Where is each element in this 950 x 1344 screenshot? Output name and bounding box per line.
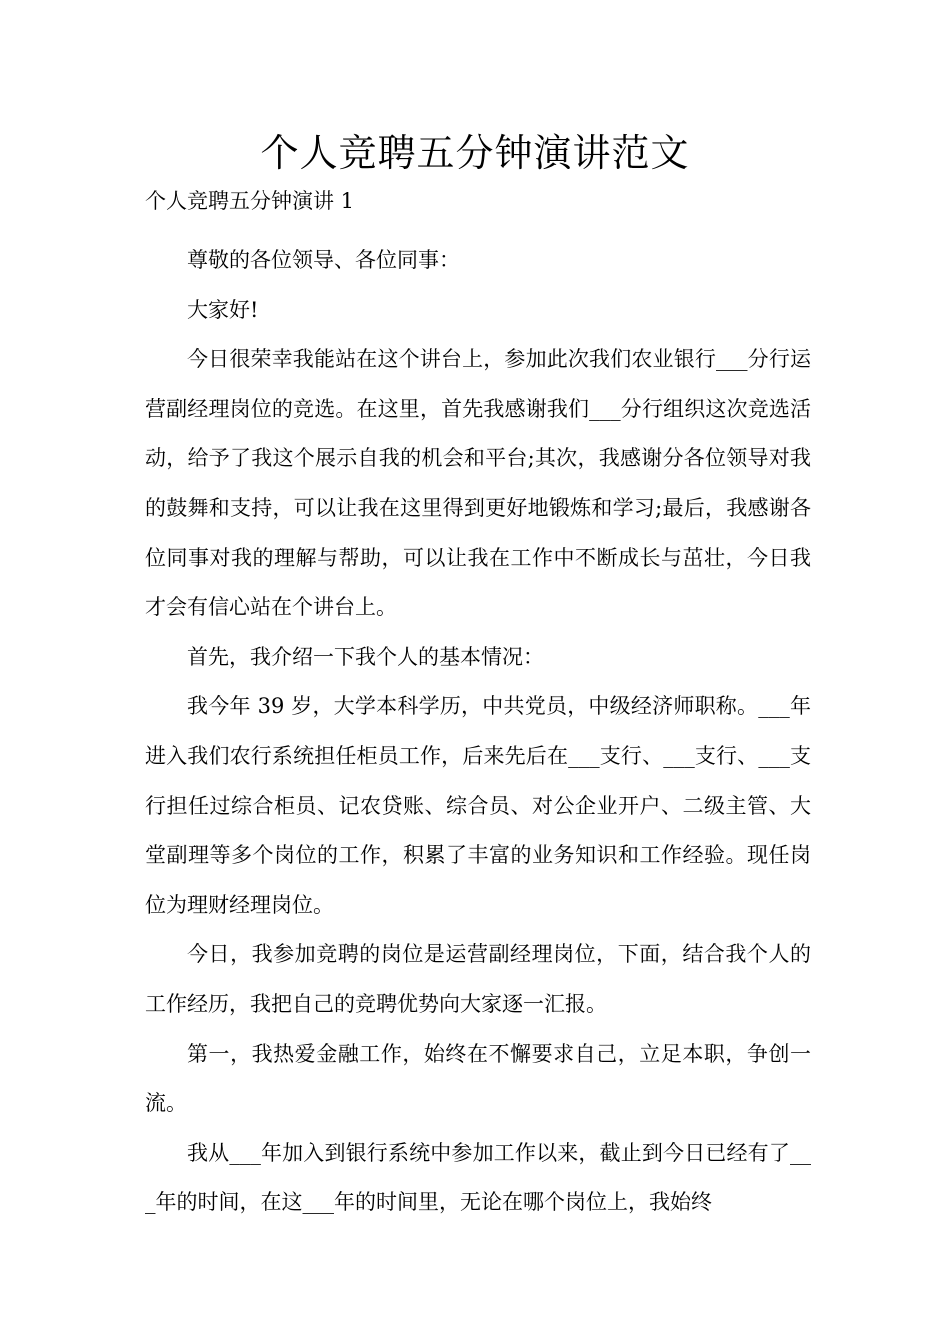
paragraph-intro-lead: 首先，我介绍一下我个人的基本情况： bbox=[187, 644, 544, 669]
paragraph-greeting: 大家好! bbox=[187, 297, 259, 322]
paragraph-salutation: 尊敬的各位领导、各位同事： bbox=[187, 248, 460, 272]
paragraph-position: 今日，我参加竞聘的岗位是运营副经理岗位，下面，结合我个人的工作经历，我把自己的竞聘优势向大家逐一汇报。 bbox=[145, 942, 811, 1016]
paragraph-opening: 今日很荣幸我能站在这个讲台上，参加此次我们农业银行___分行运营副经理岗位的竞选。在这里，首先我感谢我们___分行组织这次竞选活动，给予了我这个展示自我的机会和平台;其次，我感谢分各位领导对我的鼓舞和支持，可以让我在这里得到更好地锻炼和学习;最后，我感谢各位同事对我的理解与帮助，可以让我在工作中不断成长与茁壮，今日我才会有信心站在个讲台上。 bbox=[145, 347, 811, 620]
document-title: 个人竞聘五分钟演讲范文 bbox=[260, 131, 690, 175]
paragraph-experience: 我从___年加入到银行系统中参加工作以来，截止到今日已经有了___年的时间，在这___年的时间里，无论在哪个岗位上，我始终 bbox=[145, 1140, 811, 1215]
document-body bbox=[145, 236, 811, 1228]
section-heading: 个人竞聘五分钟演讲 1 bbox=[145, 189, 355, 213]
paragraph-point-one: 第一，我热爱金融工作，始终在不懈要求自己，立足本职，争创一流。 bbox=[145, 1041, 811, 1116]
paragraph-background: 我今年 39 岁，大学本科学历，中共党员，中级经济师职称。___年进入我们农行系统担任柜员工作，后来先后在___支行、___支行、___支行担任过综合柜员、记农贷账、综合员、对公企业开户、二级主管、大堂副理等多个岗位的工作，积累了丰富的业务知识和工作经验。现任岗位为理财经理岗位。 bbox=[145, 694, 811, 917]
